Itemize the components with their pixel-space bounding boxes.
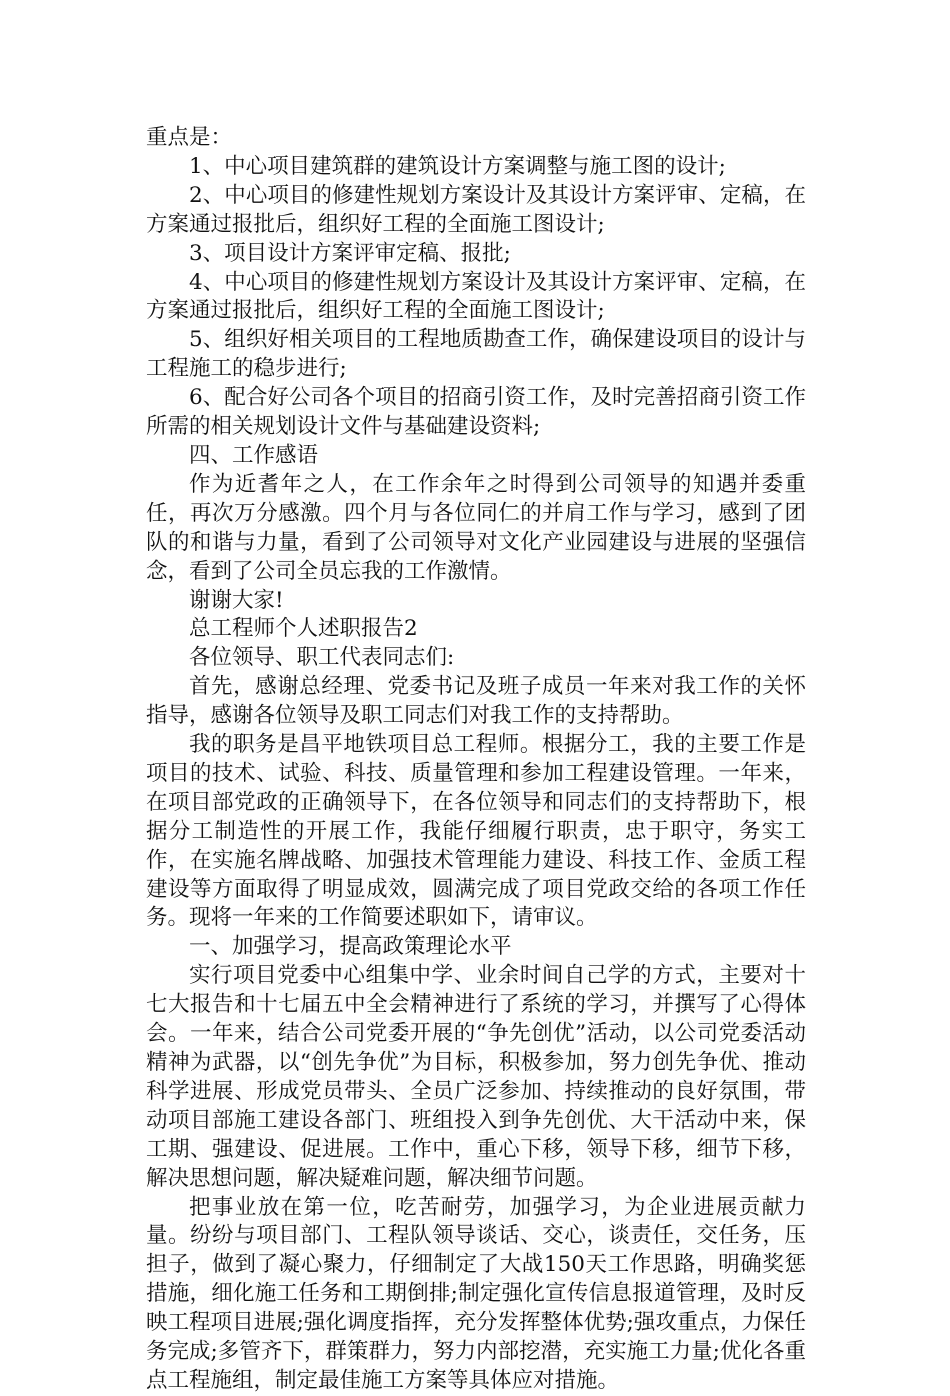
paragraph-item-6: 6、配合好公司各个项目的招商引资工作，及时完善招商引资工作所需的相关规划设计文件与基础建设资料; [146,385,806,440]
paragraph-item-1: 1、中心项目建筑群的建筑设计方案调整与施工图的设计; [189,153,726,179]
paragraph-study: 实行项目党委中心组集中学、业余时间自己学的方式，主要对十七大报告和十七届五中全会精神进行了系统的学习，并撰写了心得体会。一年来，结合公司党委开展的“争先创优”活动，以公司党委活动精神为武器，以“创先争优”为目标，积极参加，努力创先争优、推动科学进展、形成党员带头、全员广泛参加、持续推动的良好氛围，带动项目部施工建设各部门、班组投入到争先创优、大干活动中来，保工期、强建设、促进展。工作中，重心下移，领导下移，细节下移，解决思想问题，解决疑难问题，解决细节问题。 [146,963,806,1191]
section-heading-study: 一、加强学习，提高政策理论水平 [189,934,512,960]
paragraph-item-3: 3、项目设计方案评审定稿、报批; [189,240,511,266]
section-heading-work-remarks: 四、工作感语 [189,442,319,468]
document-body [146,124,806,1396]
paragraph-thanks: 谢谢大家! [189,587,284,613]
paragraph-item-4: 4、中心项目的修建性规划方案设计及其设计方案评审、定稿，在方案通过报批后，组织好工程的全面施工图设计; [146,269,806,324]
paragraph-item-2: 2、中心项目的修建性规划方案设计及其设计方案评审、定稿，在方案通过报批后，组织好工程的全面施工图设计; [146,182,806,237]
paragraph-career: 把事业放在第一位，吃苦耐劳，加强学习，为企业进展贡献力量。纷纷与项目部门、工程队领导谈话、交心，谈责任，交任务，压担子，做到了凝心聚力，仔细制定了大战150天工作思路，明确奖惩措施，细化施工任务和工期倒排;制定强化宣传信息报道管理，及时反映工程项目进展;强化调度指挥，充分发挥整体优势;强攻重点，力保任务完成;多管齐下，群策群力，努力内部挖潜，充实施工力量;优化各重点工程施组，制定最佳施工方案等具体应对措施。 [146,1194,806,1393]
paragraph-opening-thanks: 首先，感谢总经理、党委书记及班子成员一年来对我工作的关怀指导，感谢各位领导及职工同志们对我工作的支持帮助。 [146,674,806,729]
paragraph-duties: 我的职务是昌平地铁项目总工程师。根据分工，我的主要工作是项目的技术、试验、科技、质量管理和参加工程建设管理。一年来，在项目部党政的正确领导下，在各位领导和同志们的支持帮助下，根据分工制造性的开展工作，我能仔细履行职责，忠于职守，务实工作，在实施名牌战略、加强技术管理能力建设、科技工作、金质工程建设等方面取得了明显成效，圆满完成了项目党政交给的各项工作任务。现将一年来的工作简要述职如下，请审议。 [146,732,806,931]
paragraph-heading-focus: 重点是： [146,125,233,150]
report-title-2: 总工程师个人述职报告2 [189,616,418,642]
paragraph-item-5: 5、组织好相关项目的工程地质勘查工作，确保建设项目的设计与工程施工的稳步进行; [146,327,806,382]
salutation: 各位领导、职工代表同志们: [189,645,455,671]
paragraph-remarks: 作为近耆年之人，在工作余年之时得到公司领导的知遇并委重任，再次万分感激。四个月与各位同仁的并肩工作与学习，感到了团队的和谐与力量，看到了公司领导对文化产业园建设与进展的坚强信念，看到了公司全员忘我的工作激情。 [146,471,806,584]
